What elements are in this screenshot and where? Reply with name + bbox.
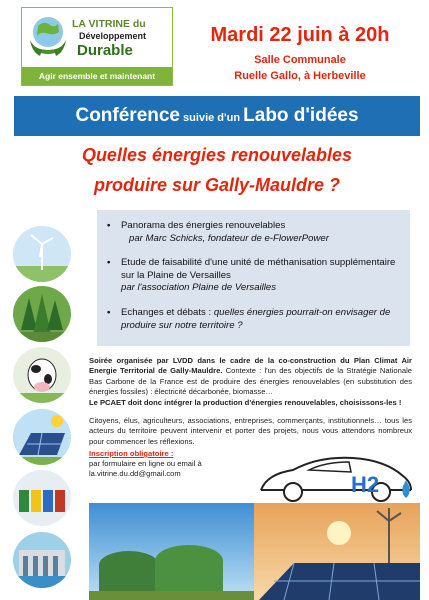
program-item-title: Panorama des énergies renouvelables bbox=[121, 220, 286, 231]
logo-line2: Développement bbox=[79, 31, 147, 41]
invitation-paragraph: Citoyens, élus, agriculteurs, associations, entreprises, commerçants, institutionnels… tous les acteurs du territoire peuvent intervenir et porter des projets, nous vous attendons nombreux pour commencer les réflexions. bbox=[89, 416, 412, 446]
context-intro: Soirée organisée par LVDD dans le cadre de la co-construction du Plan Climat Air Energie Territorial de Gally-Mauldre. bbox=[89, 356, 412, 376]
context-text: Contexte : l'un des objectifs de la Stratégie Nationale Bas Carbone de la France est de produire des énergies renouvelables (en substitution des énergies fossiles) : électricité décarbonée, biomasse… bbox=[89, 366, 412, 397]
registration-title: Inscription obligatoire : bbox=[89, 449, 174, 458]
program-item-colon: : bbox=[205, 307, 214, 318]
logo-line1: LA VITRINE du bbox=[72, 18, 146, 30]
program-item-speaker: par l'association Plaine de Versailles bbox=[121, 282, 277, 293]
hydrogen-car-illustration bbox=[253, 446, 418, 506]
registration-block bbox=[89, 449, 202, 479]
banner-conference: Conférence bbox=[75, 105, 180, 126]
event-date: Mardi 22 juin à 20h bbox=[210, 24, 390, 46]
hydro-dam-icon bbox=[13, 532, 71, 588]
subtitle-line1: Quelles énergies renouvelables bbox=[81, 145, 353, 165]
solar-panel-icon bbox=[13, 409, 71, 465]
globe-hands-icon bbox=[28, 14, 68, 60]
cow-icon bbox=[13, 347, 71, 403]
program-item-speaker: par Marc Schicks, fondateur de e-FlowerPower bbox=[129, 232, 329, 244]
program-item-title: Echanges et débats bbox=[121, 307, 206, 318]
context-conclusion: Le PCAET doit donc intégrer la production d'énergies renouvelables, choisissons-les ! bbox=[89, 397, 402, 407]
bullet: • bbox=[107, 257, 111, 268]
banner-labo: Labo d'idées bbox=[243, 105, 359, 126]
program-item-title: Etude de faisabilité d'une unité de méthanisation supplémentaire sur la Plaine de Versailles bbox=[121, 257, 396, 281]
renewable-photo-strip bbox=[89, 503, 420, 600]
wind-turbine-icon bbox=[13, 226, 71, 282]
program-box bbox=[97, 210, 410, 346]
bullet: • bbox=[107, 220, 111, 231]
program-item-question: quelles énergies pourrait-on envisager de produire sur notre territoire ? bbox=[121, 307, 391, 331]
h2-label: H2 bbox=[351, 472, 380, 497]
forest-icon bbox=[13, 286, 71, 342]
bullet: • bbox=[107, 307, 111, 318]
subtitle-line2: produire sur Gally-Mauldre ? bbox=[93, 175, 341, 195]
registration-line1: par formulaire en ligne ou email à bbox=[89, 459, 202, 468]
logo-tagline: Agir ensemble et maintenant bbox=[22, 67, 172, 85]
venue-line1: Salle Communale bbox=[254, 54, 346, 66]
venue-line2: Ruelle Gallo, à Herbeville bbox=[234, 70, 366, 82]
banner-connector: suivie d'un bbox=[180, 112, 244, 124]
logo-line3: Durable bbox=[77, 42, 133, 59]
recycling-bins-icon bbox=[13, 470, 71, 526]
registration-email[interactable]: la.vitrine.du.dd@gmail.com bbox=[89, 469, 181, 478]
context-paragraph bbox=[89, 356, 412, 408]
title-banner bbox=[14, 96, 420, 136]
vitrine-logo bbox=[21, 7, 173, 86]
